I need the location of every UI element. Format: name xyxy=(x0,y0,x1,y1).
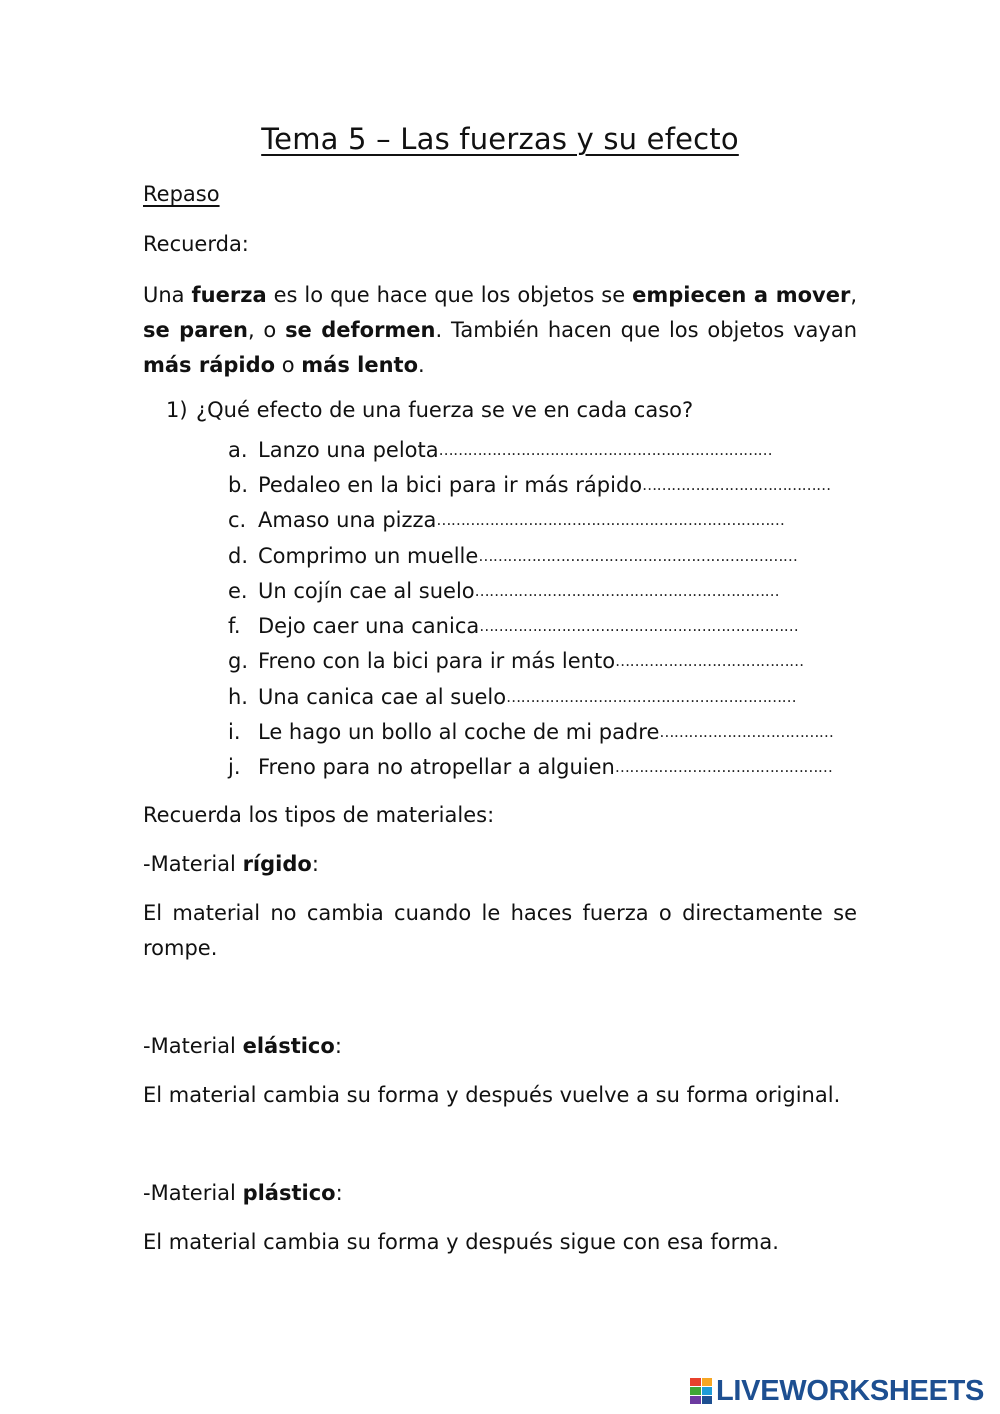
section-label: Repaso xyxy=(143,182,220,206)
logo-block xyxy=(702,1396,713,1404)
logo-block xyxy=(690,1396,701,1404)
question-item-a[interactable]: a. Lanzo una pelota …………………………………………………………… xyxy=(228,437,773,462)
answer-blank[interactable]: ………………………………… xyxy=(615,652,804,671)
question-item-j[interactable]: j. Freno para no atropellar a alguien ……………………………………… xyxy=(228,755,833,780)
answer-blank[interactable]: ……………………………………………………………… xyxy=(436,511,785,530)
question-text: ¿Qué efecto de una fuerza se ve en cada caso? xyxy=(196,398,694,422)
question-item-c[interactable]: c. Amaso una pizza ……………………………………………………………… xyxy=(228,508,785,533)
question-1 xyxy=(166,398,693,422)
logo-text: LIVEWORKSHEETS xyxy=(716,1374,985,1407)
keyword-rapido: más rápido xyxy=(143,353,276,377)
answer-blank[interactable]: ………………………………………………………… xyxy=(479,617,799,636)
logo-block xyxy=(702,1378,713,1386)
question-item-i[interactable]: i. Le hago un bollo al coche de mi padre ……………………………… xyxy=(228,720,834,745)
keyword-deformen: se deformen xyxy=(285,318,436,342)
keyword-empiecen: empiecen a mover xyxy=(632,283,851,307)
liveworksheets-logo-icon xyxy=(690,1378,712,1404)
keyword-paren: se paren xyxy=(143,318,248,342)
material-elastico-heading: -Material elástico: xyxy=(143,1034,342,1058)
logo-block xyxy=(702,1387,713,1395)
answer-blank[interactable]: …………………………………………………… xyxy=(506,687,797,706)
answer-blank[interactable]: ……………………………………… xyxy=(614,758,833,777)
question-item-e[interactable]: e. Un cojín cae al suelo ……………………………………………………… xyxy=(228,578,780,603)
recuerda-label: Recuerda: xyxy=(143,232,249,256)
material-plastico-heading: -Material plástico: xyxy=(143,1181,343,1205)
page-title: Tema 5 – Las fuerzas y su efecto xyxy=(261,122,739,156)
answer-blank[interactable]: ………………………………………………………… xyxy=(478,546,798,565)
material-rigido-description: El material no cambia cuando le haces fuerza o directamente se rompe. xyxy=(143,901,857,960)
material-elastico-description: El material cambia su forma y después vuelve a su forma original. xyxy=(143,1083,841,1107)
question-item-f[interactable]: f. Dejo caer una canica ………………………………………………………… xyxy=(228,614,799,639)
question-item-h[interactable]: h. Una canica cae al suelo …………………………………………………… xyxy=(228,684,797,709)
question-item-d[interactable]: d. Comprimo un muelle ………………………………………………………… xyxy=(228,543,798,568)
answer-blank[interactable]: ……………………………… xyxy=(659,723,834,742)
material-plastico-description: El material cambia su forma y después sigue con esa forma. xyxy=(143,1230,779,1254)
materials-intro: Recuerda los tipos de materiales: xyxy=(143,803,495,827)
question-item-b[interactable]: b. Pedaleo en la bici para ir más rápido ………………………………… xyxy=(228,472,831,497)
intro-paragraph: Una fuerza es lo que hace que los objetos se empiecen a mover, se paren, o se deformen. También hacen que los objetos vayan más rápido o más lento. xyxy=(143,283,858,377)
logo-block xyxy=(690,1378,701,1386)
liveworksheets-logo xyxy=(690,1374,984,1408)
logo-block xyxy=(690,1387,701,1395)
question-number: 1) xyxy=(166,398,188,422)
question-item-g[interactable]: g. Freno con la bici para ir más lento ………………………………… xyxy=(228,649,804,674)
answer-blank[interactable]: …………………………………………………………… xyxy=(438,440,773,459)
answer-blank[interactable]: ………………………………… xyxy=(642,475,831,494)
question-items xyxy=(228,432,833,785)
answer-blank[interactable]: ……………………………………………………… xyxy=(474,581,780,600)
keyword-fuerza: fuerza xyxy=(191,283,267,307)
keyword-lento: más lento xyxy=(301,353,419,377)
material-rigido-heading: -Material rígido: xyxy=(143,852,319,876)
